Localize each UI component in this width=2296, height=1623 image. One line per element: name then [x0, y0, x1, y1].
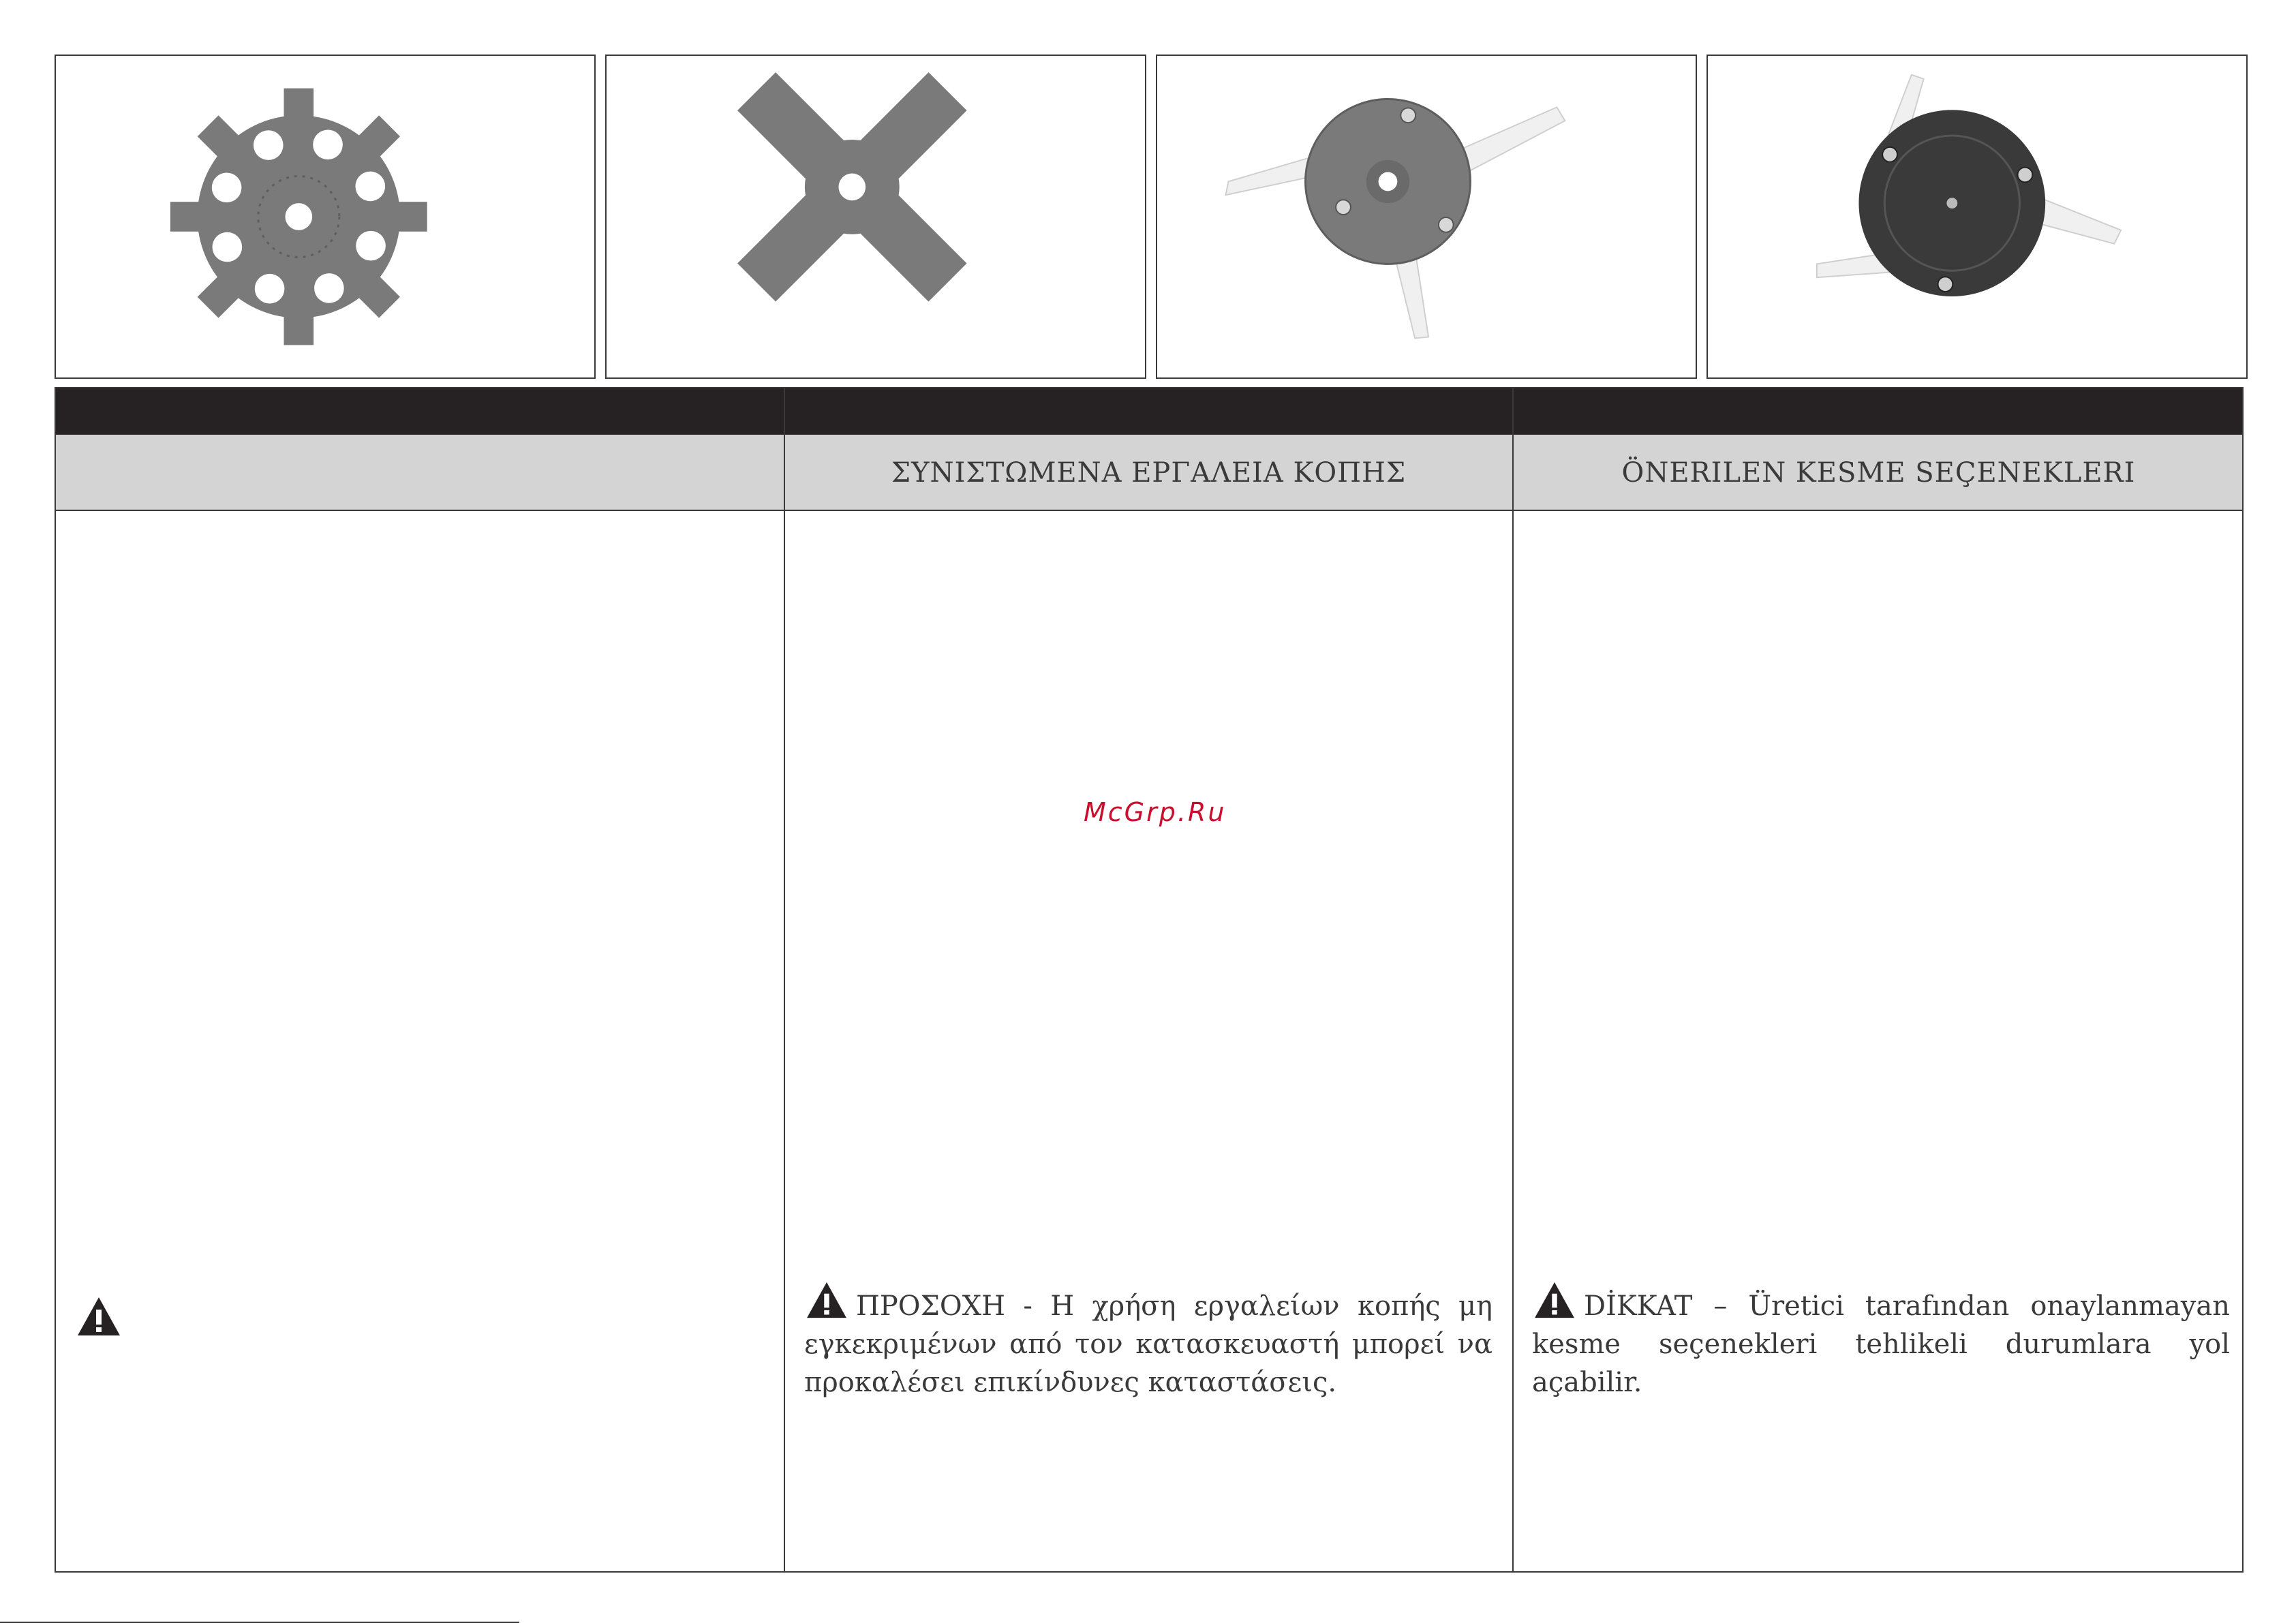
column-divider-1	[784, 388, 785, 1571]
three-blade-disc-dark-image	[1708, 56, 2246, 377]
warning-col3-text: DİKKAT – Üretici tarafından onaylanmayan kesme seçenekleri tehlikeli durumlara yol açabilir.	[1532, 1290, 2230, 1398]
warning-triangle-icon	[804, 1281, 849, 1319]
warning-triangle-icon	[1532, 1281, 1577, 1319]
image-box-three-blade-disc-light	[1156, 55, 1697, 379]
four-tooth-blade-image	[607, 56, 1145, 377]
warning-col2	[804, 1281, 1493, 1402]
warning-triangle-icon	[76, 1296, 121, 1337]
column-header-1	[56, 435, 784, 511]
warning-col1	[76, 1296, 765, 1343]
table-header-dark-band	[56, 388, 2242, 435]
warning-col2-text: ΠΡΟΣΟΧΗ - Η χρήση εργαλείων κοπής μη εγκεκριμένων από τον κατασκευαστή μπορεί να προκαλέσει επικίνδυνες καταστάσεις.	[804, 1290, 1493, 1398]
warning-col3	[1532, 1281, 2230, 1402]
image-box-four-tooth-blade	[605, 55, 1146, 379]
cutting-tools-table	[55, 387, 2244, 1573]
image-box-star-blade	[55, 55, 596, 379]
column-header-2: ΣΥΝΙΣΤΩΜΕΝΑ ΕΡΓΑΛΕΙΑ ΚΟΠΗΣ	[891, 457, 1407, 489]
column-divider-2	[1512, 388, 1514, 1571]
star-blade-image	[56, 56, 594, 377]
image-box-three-blade-disc-dark	[1706, 55, 2248, 379]
three-blade-disc-light-image	[1157, 56, 1696, 377]
watermark: McGrp.Ru	[1084, 797, 1227, 827]
column-header-3: ÖNERILEN KESME SEÇENEKLERI	[1621, 457, 2136, 489]
